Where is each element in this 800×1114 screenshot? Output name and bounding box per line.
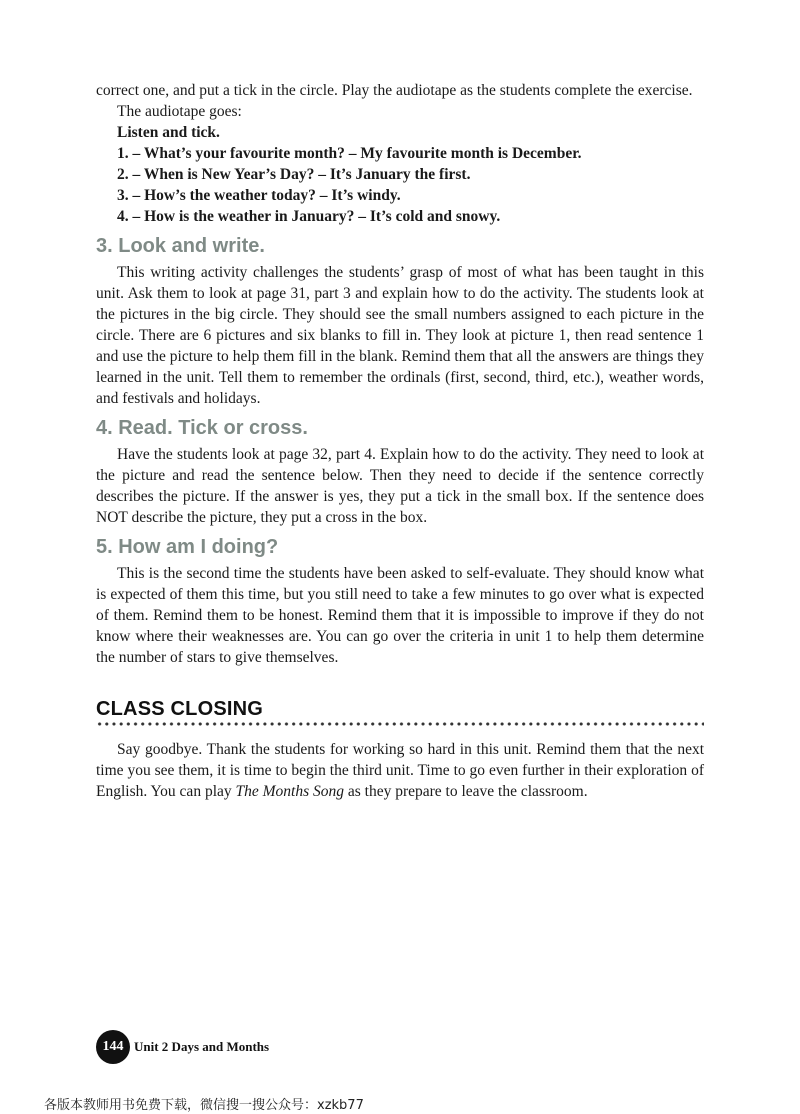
class-closing-header [96, 698, 704, 727]
page-footer [96, 1030, 269, 1064]
section-heading-how-am-i-doing: 5. How am I doing? [96, 536, 279, 558]
class-closing-title: CLASS CLOSING [96, 698, 264, 720]
unit-label: Unit 2 Days and Months [134, 1039, 270, 1054]
audiotape-label: The audiotape goes: [117, 103, 242, 120]
closing-text-end: as they prepare to leave the classroom. [344, 783, 588, 800]
song-title: The Months Song [235, 783, 344, 800]
download-note: 各版本教师用书免费下载，微信搜一搜公众号：xzkb77 [44, 1098, 364, 1113]
intro-paragraph: correct one, and put a tick in the circle. Play the audiotape as the students complete the exercise. [96, 82, 693, 99]
section-heading-read-tick-cross: 4. Read. Tick or cross. [96, 417, 308, 439]
dotted-divider [96, 721, 704, 727]
page-number-badge: 144 [96, 1030, 130, 1064]
section-body-read-tick-cross: Have the students look at page 32, part 4. Explain how to do the activity. They need to look at the picture and read the sentence below. Then they need to decide if the sentence correctly describes the picture. If the answer is yes, they put a tick in the small box. If the sentence does NOT describe the picture, they put a cross in the box. [96, 446, 704, 526]
audio-item: 2. – When is New Year’s Day? – It’s January the first. [117, 166, 471, 183]
page-content [96, 80, 704, 802]
listen-heading: Listen and tick. [117, 124, 220, 141]
audio-item: 4. – How is the weather in January? – It’s cold and snowy. [117, 208, 501, 225]
audio-item: 1. – What’s your favourite month? – My favourite month is December. [117, 145, 582, 162]
section-body-look-and-write: This writing activity challenges the students’ grasp of most of what has been taught in this unit. Ask them to look at page 31, part 3 and explain how to do the activity. The students look at the pictures in the big circle. They should see the small numbers assigned to each picture in the circle. There are 6 pictures and six blanks to fill in. They look at picture 1, then read sentence 1 and use the picture to help them fill in the blank. Remind them that all the answers are things they learned in the unit. Tell them to remember the ordinals (first, second, third, etc.), weather words, and festivals and holidays. [96, 264, 704, 407]
closing-text-start: Say goodbye. Thank the students for working so hard in this unit. Remind them that the next time you see them, it is time to begin the third unit. Time to go even further in their exploration of English. You can play [96, 741, 704, 800]
audio-item: 3. – How’s the weather today? – It’s windy. [117, 187, 401, 204]
section-heading-look-and-write: 3. Look and write. [96, 235, 265, 257]
class-closing-body [96, 739, 704, 802]
section-body-how-am-i-doing: This is the second time the students have been asked to self-evaluate. They should know what is expected of them this time, but you still need to take a few minutes to go over what is expected of them. Remind them to be honest. Remind them that it is impossible to improve if they do not know where their weaknesses are. You can go over the criteria in unit 1 to help them determine the number of stars to give themselves. [96, 565, 704, 666]
